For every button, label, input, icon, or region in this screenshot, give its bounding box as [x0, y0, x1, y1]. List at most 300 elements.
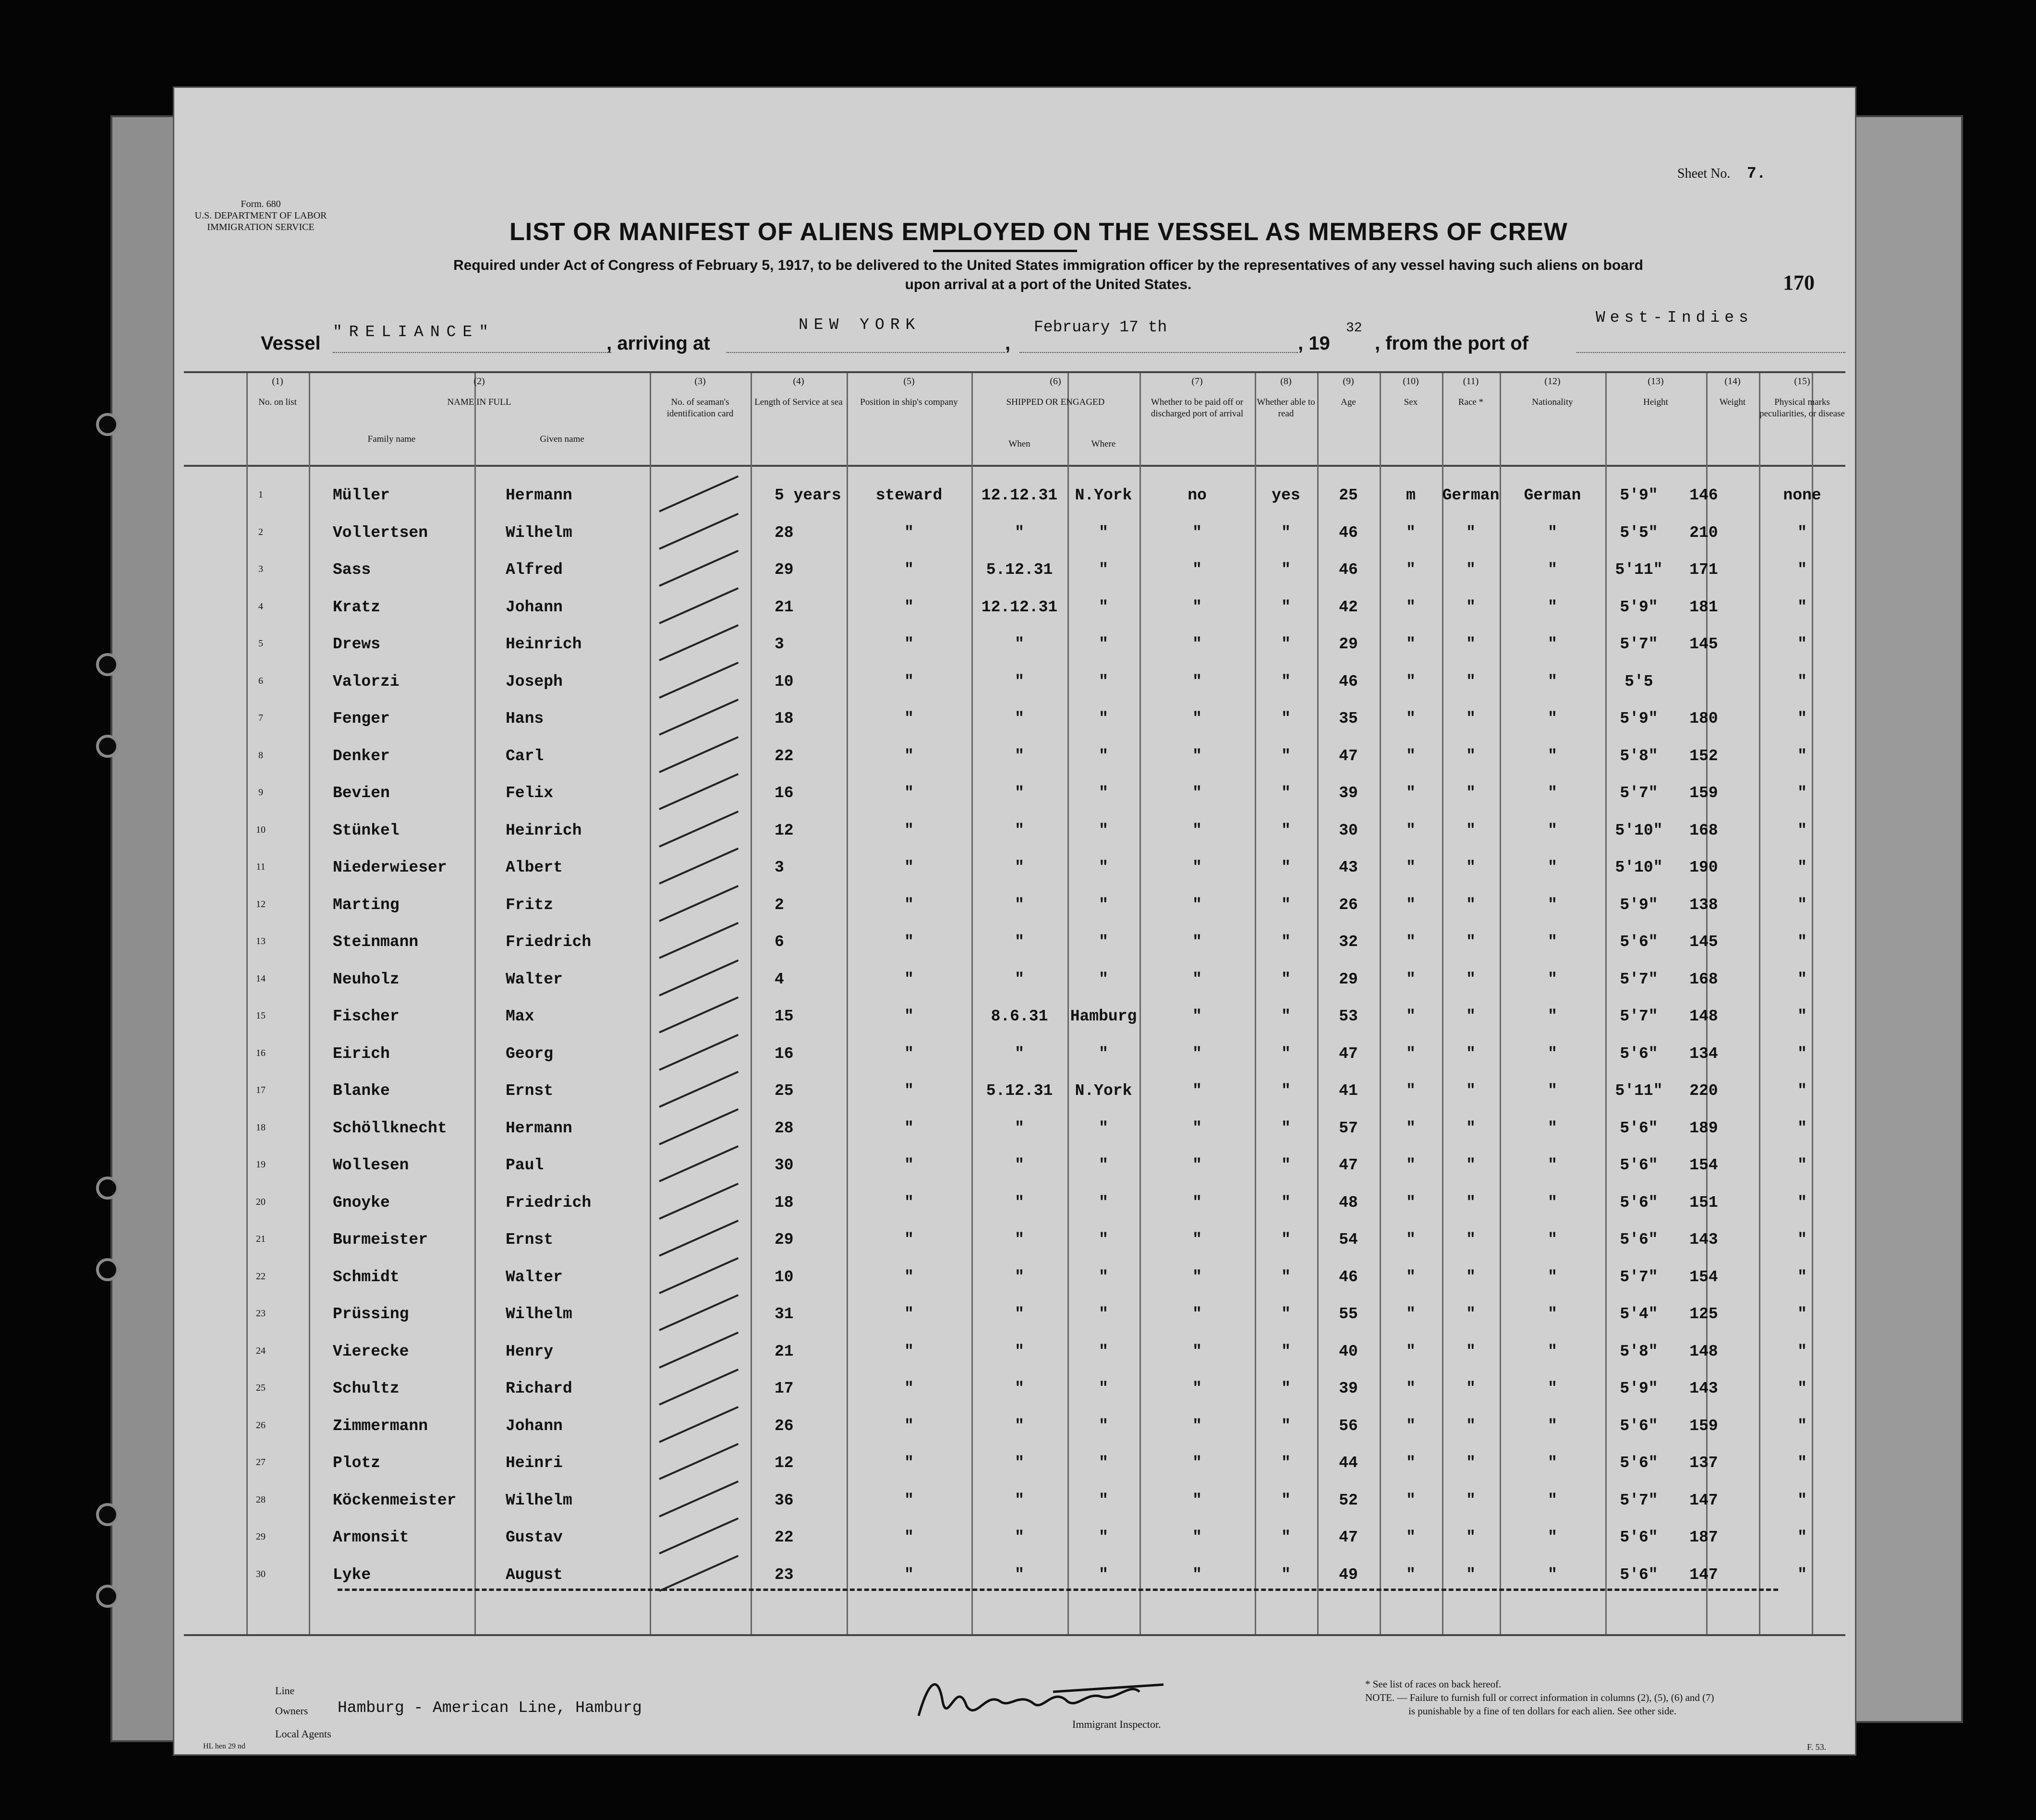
physical-marks: " [1797, 1491, 1807, 1509]
able-to-read: " [1281, 1231, 1291, 1249]
position: " [904, 1082, 914, 1100]
service-length: 10 [775, 1268, 794, 1286]
column-label: NAME IN FULL [447, 397, 511, 407]
shipped-when: " [1015, 1231, 1024, 1249]
family-name: Schöllknecht [333, 1119, 447, 1137]
family-name: Zimmermann [333, 1417, 428, 1435]
shipped-where: " [1099, 1529, 1108, 1546]
weight: 143 [1689, 1231, 1718, 1249]
column-number: (15) [1794, 376, 1810, 387]
sex: " [1406, 1529, 1416, 1546]
height: 5'9" [1620, 710, 1658, 728]
position: " [904, 1491, 914, 1509]
sheet-number-block [1677, 165, 1766, 182]
inspector-label: Immigrant Inspector. [1072, 1718, 1161, 1730]
column-label: When [1008, 439, 1030, 449]
position: " [904, 1417, 914, 1435]
column-number: (9) [1343, 376, 1354, 387]
table-row [174, 556, 1850, 594]
position: " [904, 598, 914, 616]
service-length: 30 [775, 1156, 794, 1174]
service-length: 6 [775, 933, 784, 951]
weight: 125 [1689, 1305, 1718, 1323]
able-to-read: " [1281, 896, 1291, 914]
shipped-when: " [1015, 1565, 1024, 1584]
service-length: 3 [775, 635, 784, 653]
shipped-when: " [1015, 896, 1024, 914]
position: " [904, 1193, 914, 1212]
shipped-when: " [1015, 710, 1024, 728]
able-to-read: " [1281, 523, 1291, 542]
physical-marks: " [1797, 1082, 1807, 1100]
race: " [1466, 1529, 1476, 1546]
service-length: 36 [775, 1491, 794, 1509]
weight: 143 [1689, 1380, 1718, 1397]
able-to-read: " [1281, 1119, 1291, 1137]
sheet-number-value: 7. [1746, 165, 1766, 182]
sex: " [1406, 1156, 1416, 1174]
nationality: " [1548, 1305, 1557, 1323]
table-row [174, 1375, 1850, 1412]
race: " [1466, 1342, 1476, 1360]
column-number: (10) [1403, 376, 1419, 387]
shipped-where: " [1099, 1119, 1108, 1137]
family-name: Kratz [333, 598, 381, 616]
header-no-on-list [246, 376, 309, 408]
header-height [1605, 376, 1706, 408]
family-name: Marting [333, 896, 400, 914]
column-number: (11) [1463, 376, 1479, 387]
sex: " [1406, 1193, 1416, 1212]
position: " [904, 933, 914, 951]
sex: " [1406, 1491, 1416, 1509]
sex: " [1406, 1082, 1416, 1100]
service-length: 16 [775, 1044, 794, 1063]
given-name: Henry [506, 1342, 554, 1360]
physical-marks: " [1797, 1119, 1807, 1137]
shipped-when: " [1015, 1156, 1024, 1174]
sex: " [1406, 970, 1416, 988]
from-port-label: , from the port of [1375, 333, 1528, 354]
table-end-dashes [338, 1589, 1778, 1591]
family-name: Drews [333, 635, 381, 653]
header-length-service [751, 376, 847, 408]
shipped-where: " [1099, 710, 1108, 728]
family-name: Vollertsen [333, 523, 428, 542]
height: 5'6" [1620, 933, 1658, 951]
page-title: LIST OR MANIFEST OF ALIENS EMPLOYED ON THE VESSEL AS MEMBERS OF CREW [509, 218, 1568, 246]
able-to-read: " [1281, 1454, 1291, 1472]
shipped-where: " [1099, 523, 1108, 542]
age: 30 [1339, 821, 1358, 839]
race: " [1466, 1156, 1476, 1174]
sex: " [1406, 1565, 1416, 1584]
height: 5'6" [1620, 1119, 1658, 1137]
age: 52 [1339, 1491, 1358, 1509]
shipped-when: " [1015, 1454, 1024, 1472]
row-number: 3 [258, 564, 263, 574]
able-to-read: " [1281, 1007, 1291, 1025]
age: 25 [1339, 486, 1358, 504]
table-row [174, 966, 1850, 1003]
column-number: (7) [1191, 376, 1203, 387]
shipped-when: 12.12.31 [981, 598, 1058, 616]
race: " [1466, 561, 1476, 579]
header-given-name [474, 434, 650, 445]
sheet-number-label: Sheet No. [1677, 166, 1731, 181]
age: 43 [1339, 859, 1358, 876]
header-id-card [650, 376, 751, 420]
position: " [904, 523, 914, 542]
nationality: " [1548, 1454, 1557, 1472]
check-mark [659, 475, 739, 512]
weight: 168 [1689, 970, 1718, 988]
race: " [1466, 1565, 1476, 1584]
race: " [1466, 1380, 1476, 1397]
paid-off: " [1192, 1417, 1202, 1435]
position: " [904, 859, 914, 876]
penalty-note-1: NOTE. — Failure to furnish full or correct information in columns (2), (5), (6) and (7) [1365, 1692, 1714, 1703]
header-sex [1380, 376, 1442, 408]
row-number: 4 [258, 601, 263, 612]
sex: " [1406, 1417, 1416, 1435]
row-number: 30 [256, 1568, 266, 1579]
given-name: Walter [506, 1268, 563, 1286]
race: " [1466, 896, 1476, 914]
position: " [904, 635, 914, 653]
given-name: Hermann [506, 486, 572, 504]
subtitle-line-1: Required under Act of Congress of February 5, 1917, to be delivered to the United States immigration officer by the representatives of any vessel having such aliens on board [453, 257, 1643, 273]
service-length: 28 [775, 1119, 794, 1137]
given-name: Ernst [506, 1082, 554, 1100]
physical-marks: " [1797, 1305, 1807, 1323]
given-name: Heinrich [506, 821, 582, 839]
paid-off: " [1192, 1529, 1202, 1546]
position: " [904, 1268, 914, 1286]
sex: " [1406, 896, 1416, 914]
given-name: Albert [506, 859, 563, 876]
sex: " [1406, 1007, 1416, 1025]
weight: 171 [1689, 561, 1718, 579]
paid-off: " [1192, 523, 1202, 542]
arriving-port: NEW YORK [799, 316, 921, 334]
paid-off: " [1192, 561, 1202, 579]
race: " [1466, 635, 1476, 653]
race: " [1466, 1119, 1476, 1137]
shipped-where: N.York [1075, 486, 1132, 504]
position: " [904, 1007, 914, 1025]
family-name: Schultz [333, 1380, 400, 1397]
given-name: Max [506, 1007, 534, 1025]
shipped-when: " [1015, 1268, 1024, 1286]
position: " [904, 1044, 914, 1063]
footer-top-rule [184, 1634, 1845, 1636]
height: 5'6" [1620, 1231, 1658, 1249]
binder-hole [96, 653, 119, 676]
department-name: U.S. DEPARTMENT OF LABOR [194, 210, 327, 221]
column-label: Height [1643, 397, 1668, 407]
weight: 154 [1689, 1156, 1718, 1174]
row-number: 14 [256, 973, 266, 984]
family-name: Vierecke [333, 1342, 409, 1360]
able-to-read: " [1281, 1491, 1291, 1509]
physical-marks: " [1797, 970, 1807, 988]
row-number: 18 [256, 1122, 266, 1133]
weight: 168 [1689, 821, 1718, 839]
paid-off: " [1192, 1565, 1202, 1584]
nationality: " [1548, 1007, 1557, 1025]
nationality: " [1548, 1342, 1557, 1360]
row-number: 25 [256, 1383, 266, 1393]
paid-off: " [1192, 1491, 1202, 1509]
column-number: (8) [1280, 376, 1292, 387]
table-row [174, 1226, 1850, 1263]
row-number: 28 [256, 1494, 266, 1505]
table-row [174, 817, 1850, 854]
column-label: Length of Service at sea [754, 397, 843, 407]
family-name: Valorzi [333, 672, 400, 691]
shipped-when: " [1015, 523, 1024, 542]
family-name: Gnoyke [333, 1193, 390, 1212]
given-name: Johann [506, 598, 563, 616]
family-name: Fischer [333, 1007, 400, 1025]
nationality: " [1548, 561, 1557, 579]
nationality: " [1548, 1417, 1557, 1435]
race: " [1466, 1417, 1476, 1435]
family-name: Sass [333, 561, 371, 579]
physical-marks: " [1797, 1454, 1807, 1472]
physical-marks: " [1797, 710, 1807, 728]
nationality: " [1548, 710, 1557, 728]
position: " [904, 784, 914, 802]
column-label: Nationality [1532, 397, 1573, 407]
paid-off: " [1192, 598, 1202, 616]
sex: " [1406, 1044, 1416, 1063]
age: 47 [1339, 1529, 1358, 1546]
shipped-where: " [1099, 1491, 1108, 1509]
race: " [1466, 970, 1476, 988]
sex: " [1406, 1454, 1416, 1472]
column-label: Family name [367, 434, 416, 444]
physical-marks: " [1797, 933, 1807, 951]
comma-separator: , [1005, 333, 1011, 354]
row-number: 21 [256, 1234, 266, 1244]
paid-off: " [1192, 1044, 1202, 1063]
vessel-name: "RELIANCE" [333, 323, 496, 341]
weight: 159 [1689, 1417, 1718, 1435]
shipped-when: " [1015, 1342, 1024, 1360]
able-to-read: " [1281, 1044, 1291, 1063]
paid-off: " [1192, 1268, 1202, 1286]
from-port: West-Indies [1596, 309, 1753, 327]
height: 5'11" [1615, 1082, 1663, 1100]
nationality: " [1548, 1529, 1557, 1546]
height: 5'6" [1620, 1529, 1658, 1546]
row-number: 29 [256, 1531, 266, 1542]
physical-marks: " [1797, 1342, 1807, 1360]
service-length: 10 [775, 672, 794, 691]
sex: " [1406, 859, 1416, 876]
arriving-underline [727, 352, 1005, 353]
paid-off: " [1192, 784, 1202, 802]
paid-off: " [1192, 635, 1202, 653]
family-name: Köckenmeister [333, 1491, 457, 1509]
able-to-read: " [1281, 1380, 1291, 1397]
nationality: " [1548, 970, 1557, 988]
family-name: Prüssing [333, 1305, 409, 1323]
family-name: Niederwieser [333, 859, 447, 876]
given-name: Wilhelm [506, 523, 572, 542]
weight: 148 [1689, 1342, 1718, 1360]
column-label: No. of seaman's identification card [667, 397, 734, 419]
weight: 210 [1689, 523, 1718, 542]
position: " [904, 1231, 914, 1249]
able-to-read: " [1281, 635, 1291, 653]
nationality: " [1548, 1565, 1557, 1584]
header-family-name [309, 434, 474, 445]
able-to-read: " [1281, 933, 1291, 951]
table-row [174, 594, 1850, 631]
service-length: 12 [775, 1454, 794, 1472]
position: " [904, 821, 914, 839]
physical-marks: " [1797, 1268, 1807, 1286]
table-row [174, 1449, 1850, 1487]
column-label: No. on list [258, 397, 297, 407]
column-label: Sex [1404, 397, 1418, 407]
shipped-where: " [1099, 672, 1108, 691]
shipped-when: " [1015, 672, 1024, 691]
age: 41 [1339, 1082, 1358, 1100]
arrival-date: February 17 th [1034, 318, 1167, 336]
height: 5'8" [1620, 1342, 1658, 1360]
paid-off: no [1188, 486, 1207, 504]
paid-off: " [1192, 1305, 1202, 1323]
header-able-read [1255, 376, 1317, 420]
shipped-where: " [1099, 635, 1108, 653]
given-name: Hans [506, 710, 544, 728]
position: " [904, 1305, 914, 1323]
service-length: 26 [775, 1417, 794, 1435]
weight: 145 [1689, 933, 1718, 951]
age: 57 [1339, 1119, 1358, 1137]
weight: 138 [1689, 896, 1718, 914]
table-row [174, 928, 1850, 966]
position: " [904, 970, 914, 988]
row-number: 5 [258, 638, 263, 649]
able-to-read: " [1281, 1565, 1291, 1584]
column-label: Whether able to read [1257, 397, 1315, 419]
given-name: Alfred [506, 561, 563, 579]
given-name: Hermann [506, 1119, 572, 1137]
table-row [174, 1263, 1850, 1301]
service-length: 31 [775, 1305, 794, 1323]
sex: " [1406, 1305, 1416, 1323]
shipped-when: 8.6.31 [991, 1007, 1048, 1025]
given-name: Carl [506, 747, 544, 765]
shipped-when: " [1015, 1491, 1024, 1509]
service-length: 21 [775, 598, 794, 616]
header-paid-off [1139, 376, 1255, 420]
sex: " [1406, 1231, 1416, 1249]
height: 5'6" [1620, 1565, 1658, 1584]
table-top-rule [184, 371, 1845, 373]
shipped-when: " [1015, 1380, 1024, 1397]
weight: 180 [1689, 710, 1718, 728]
table-row [174, 1524, 1850, 1561]
race: " [1466, 523, 1476, 542]
print-code: HL hen 29 nd [203, 1742, 245, 1750]
weight: 147 [1689, 1565, 1718, 1584]
position: " [904, 710, 914, 728]
position: steward [875, 486, 943, 504]
nationality: " [1548, 1156, 1557, 1174]
column-number: (14) [1724, 376, 1741, 387]
age: 49 [1339, 1565, 1358, 1584]
nationality: " [1548, 1380, 1557, 1397]
paid-off: " [1192, 1007, 1202, 1025]
header-bottom-rule [184, 465, 1845, 467]
sex: " [1406, 598, 1416, 616]
height: 5'10" [1615, 859, 1663, 876]
able-to-read: " [1281, 1156, 1291, 1174]
column-number: (12) [1544, 376, 1561, 387]
paid-off: " [1192, 1342, 1202, 1360]
physical-marks: " [1797, 747, 1807, 765]
age: 32 [1339, 933, 1358, 951]
physical-marks: " [1797, 1417, 1807, 1435]
family-name: Burmeister [333, 1231, 428, 1249]
given-name: Johann [506, 1417, 563, 1435]
age: 39 [1339, 784, 1358, 802]
age: 44 [1339, 1454, 1358, 1472]
given-name: Ernst [506, 1231, 554, 1249]
given-name: Friedrich [506, 933, 592, 951]
sex: " [1406, 1342, 1416, 1360]
column-label: Where [1091, 439, 1116, 449]
row-number: 1 [258, 489, 263, 500]
able-to-read: " [1281, 710, 1291, 728]
nationality: " [1548, 598, 1557, 616]
column-number: (6) [1050, 376, 1061, 387]
able-to-read: " [1281, 1417, 1291, 1435]
manifest-sheet [173, 86, 1856, 1756]
able-to-read: " [1281, 859, 1291, 876]
service-length: 4 [775, 970, 784, 988]
position: " [904, 1119, 914, 1137]
weight: 220 [1689, 1082, 1718, 1100]
weight: 134 [1689, 1044, 1718, 1063]
family-name: Denker [333, 747, 390, 765]
owners-label: Owners [275, 1705, 308, 1717]
able-to-read: " [1281, 784, 1291, 802]
able-to-read: " [1281, 970, 1291, 988]
age: 46 [1339, 561, 1358, 579]
race: " [1466, 1082, 1476, 1100]
physical-marks: " [1797, 821, 1807, 839]
nationality: " [1548, 672, 1557, 691]
given-name: Gustav [506, 1529, 563, 1546]
given-name: Wilhelm [506, 1305, 572, 1323]
nationality: " [1548, 859, 1557, 876]
paid-off: " [1192, 672, 1202, 691]
age: 29 [1339, 970, 1358, 988]
row-number: 24 [256, 1345, 266, 1356]
table-row [174, 891, 1850, 929]
age: 46 [1339, 523, 1358, 542]
race: " [1466, 747, 1476, 765]
able-to-read: " [1281, 747, 1291, 765]
weight: 145 [1689, 635, 1718, 653]
